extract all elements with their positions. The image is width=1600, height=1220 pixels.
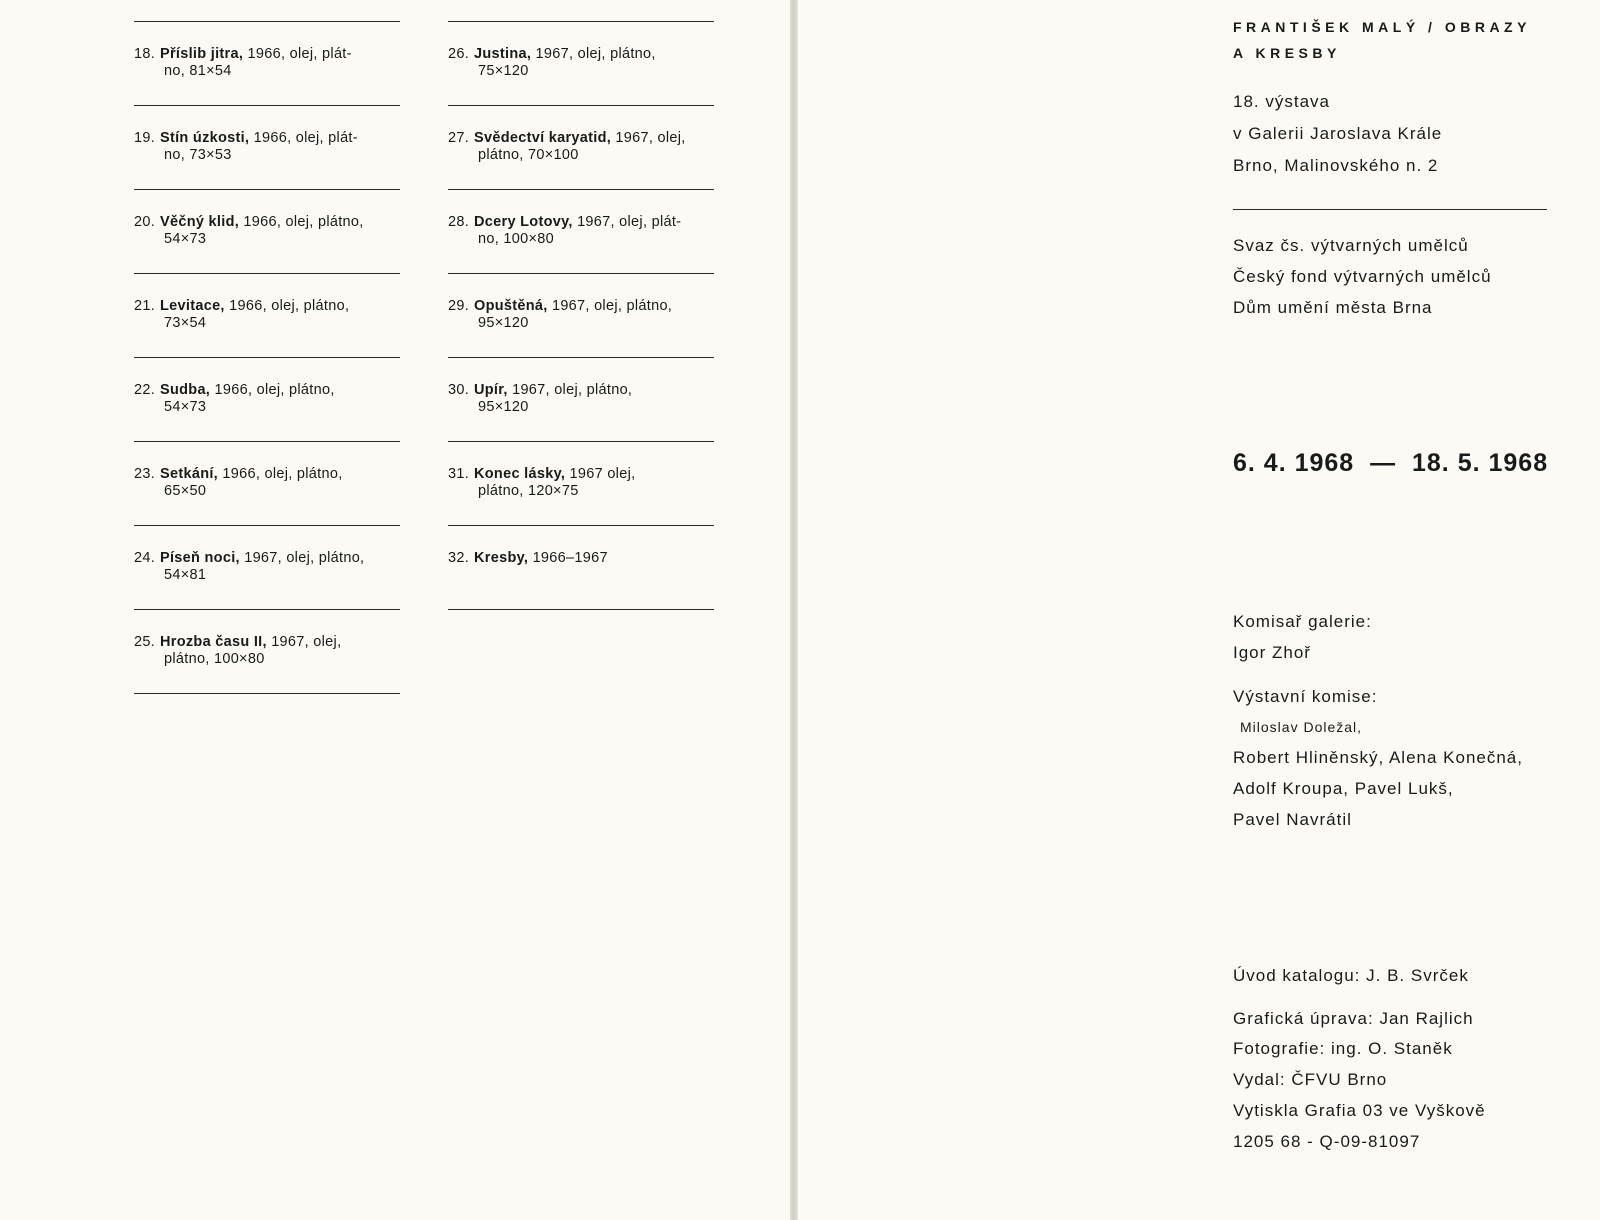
entry-number: 21. — [134, 298, 156, 314]
entry-title: Kresby, — [474, 550, 529, 566]
catalogue-entry — [448, 214, 714, 248]
entry-rule — [134, 273, 400, 274]
entry-details-continued: plátno, 120×75 — [478, 483, 579, 499]
catalogue-entry — [448, 550, 714, 567]
entry-rule — [448, 105, 714, 106]
entry-details-continued: no, 81×54 — [164, 63, 232, 79]
entry-rule — [448, 609, 714, 610]
committee-member-first: Miloslav Doležal, — [1240, 719, 1363, 735]
entry-details-continued: 54×73 — [164, 231, 207, 247]
heading-line-2: A KRESBY — [1233, 45, 1341, 61]
entry-details-continued: plátno, 70×100 — [478, 147, 579, 163]
entry-number: 25. — [134, 634, 156, 650]
commissioner-label: Komisař galerie: — [1233, 612, 1372, 631]
entry-details-continued: 95×120 — [478, 399, 529, 415]
entry-details: 1967 olej, — [569, 466, 636, 482]
catalogue-heading — [1233, 14, 1553, 66]
catalogue-entry — [134, 550, 400, 584]
committee-label: Výstavní komise: — [1233, 687, 1378, 706]
organizer-2: Český fond výtvarných umělců — [1233, 267, 1492, 286]
catalogue-entry — [134, 130, 400, 164]
entry-rule — [134, 525, 400, 526]
commissioner-name: Igor Zhoř — [1233, 643, 1311, 662]
exhibition-line-1: 18. výstava — [1233, 92, 1330, 111]
organizer-3: Dům umění města Brna — [1233, 298, 1433, 317]
entry-number: 32. — [448, 550, 470, 566]
divider — [1233, 209, 1547, 210]
entry-title: Opuštěná, — [474, 298, 548, 314]
catalogue-entry — [134, 298, 400, 332]
entry-rule — [448, 525, 714, 526]
entry-title: Píseň noci, — [160, 550, 240, 566]
entry-rule — [134, 357, 400, 358]
credit-design: Grafická úprava: Jan Rajlich — [1233, 1009, 1474, 1028]
entry-number: 20. — [134, 214, 156, 230]
entry-details-continued: no, 100×80 — [478, 231, 554, 247]
catalogue-entry — [134, 466, 400, 500]
entry-details: 1967, olej, plátno, — [244, 550, 365, 566]
exhibition-line-2: v Galerii Jaroslava Krále — [1233, 124, 1443, 143]
entry-title: Levitace, — [160, 298, 225, 314]
entry-rule — [134, 441, 400, 442]
entry-details: 1967, olej, — [615, 130, 686, 146]
credit-photo: Fotografie: ing. O. Staněk — [1233, 1039, 1453, 1058]
entry-rule — [448, 189, 714, 190]
entry-details-continued: 95×120 — [478, 315, 529, 331]
entry-number: 24. — [134, 550, 156, 566]
catalogue-entry — [134, 634, 400, 668]
entry-number: 31. — [448, 466, 470, 482]
committee-members-line-2: Adolf Kroupa, Pavel Lukš, — [1233, 779, 1454, 798]
entry-details: 1966, olej, plát- — [247, 46, 352, 62]
left-page — [0, 0, 792, 1220]
entry-number: 28. — [448, 214, 470, 230]
entry-details: 1966–1967 — [532, 550, 608, 566]
entry-details: 1967, olej, plátno, — [551, 298, 673, 314]
entry-number: 30. — [448, 382, 470, 398]
entry-details-continued: no, 73×53 — [164, 147, 232, 163]
catalogue-entry — [448, 130, 714, 164]
exhibition-dates: 6. 4. 1968 — 18. 5. 1968 — [1233, 449, 1549, 477]
entry-details-continued: 73×54 — [164, 315, 207, 331]
entry-details: 1966, olej, plátno, — [229, 298, 350, 314]
committee-members-line-3: Pavel Navrátil — [1233, 810, 1352, 829]
entry-details-continued: 54×81 — [164, 567, 207, 583]
entry-details: 1966, olej, plát- — [253, 130, 358, 146]
entry-title: Upír, — [474, 382, 508, 398]
organizer-1: Svaz čs. výtvarných umělců — [1233, 236, 1469, 255]
entry-title: Hrozba času II, — [160, 634, 267, 650]
entry-title: Konec lásky, — [474, 466, 566, 482]
entry-number: 29. — [448, 298, 470, 314]
entry-number: 27. — [448, 130, 470, 146]
exhibition-line-3: Brno, Malinovského n. 2 — [1233, 156, 1439, 175]
catalogue-entry — [448, 298, 714, 332]
entry-details-continued: 54×73 — [164, 399, 207, 415]
entry-title: Příslib jitra, — [160, 46, 244, 62]
book-fold — [790, 0, 798, 1220]
entry-details-continued: 65×50 — [164, 483, 207, 499]
entry-details: 1966, olej, plátno, — [214, 382, 335, 398]
entry-number: 18. — [134, 46, 156, 62]
entry-number: 23. — [134, 466, 156, 482]
entry-rule — [134, 609, 400, 610]
entry-rule — [134, 105, 400, 106]
entry-details: 1967, olej, — [271, 634, 342, 650]
entry-rule — [448, 357, 714, 358]
entry-details: 1966, olej, plátno, — [243, 214, 364, 230]
entry-title: Věčný klid, — [160, 214, 240, 230]
catalogue-entry — [134, 214, 400, 248]
catalogue-entry — [448, 382, 714, 416]
entry-rule — [134, 21, 400, 22]
entry-rule — [448, 441, 714, 442]
credit-intro: Úvod katalogu: J. B. Svrček — [1233, 966, 1469, 985]
entry-number: 26. — [448, 46, 470, 62]
entry-title: Justina, — [474, 46, 532, 62]
heading-line-1: FRANTIŠEK MALÝ / OBRAZY — [1233, 19, 1531, 35]
entry-title: Dcery Lotovy, — [474, 214, 573, 230]
entry-title: Svědectví karyatid, — [474, 130, 612, 146]
entry-details-continued: plátno, 100×80 — [164, 651, 265, 667]
entry-rule — [448, 273, 714, 274]
credit-code: 1205 68 - Q-09-81097 — [1233, 1132, 1421, 1151]
entry-rule — [134, 189, 400, 190]
entry-details: 1967, olej, plátno, — [512, 382, 633, 398]
catalogue-entry — [134, 46, 400, 80]
entry-details: 1967, olej, plátno, — [535, 46, 656, 62]
entry-title: Sudba, — [160, 382, 211, 398]
credit-printer: Vytiskla Grafia 03 ve Vyškově — [1233, 1101, 1486, 1120]
catalogue-entry — [134, 382, 400, 416]
entry-number: 22. — [134, 382, 156, 398]
entry-details: 1967, olej, plát- — [577, 214, 682, 230]
entry-details-continued: 75×120 — [478, 63, 529, 79]
entry-rule — [448, 21, 714, 22]
committee-members-line-1: Robert Hliněnský, Alena Konečná, — [1233, 748, 1523, 767]
entry-title: Setkání, — [160, 466, 219, 482]
entry-details: 1966, olej, plátno, — [222, 466, 343, 482]
entry-title: Stín úzkosti, — [160, 130, 250, 146]
catalogue-entry — [448, 46, 714, 80]
entry-rule — [134, 693, 400, 694]
entry-number: 19. — [134, 130, 156, 146]
catalogue-entry — [448, 466, 714, 500]
right-page — [796, 0, 1600, 1220]
credit-publisher: Vydal: ČFVU Brno — [1233, 1070, 1388, 1089]
